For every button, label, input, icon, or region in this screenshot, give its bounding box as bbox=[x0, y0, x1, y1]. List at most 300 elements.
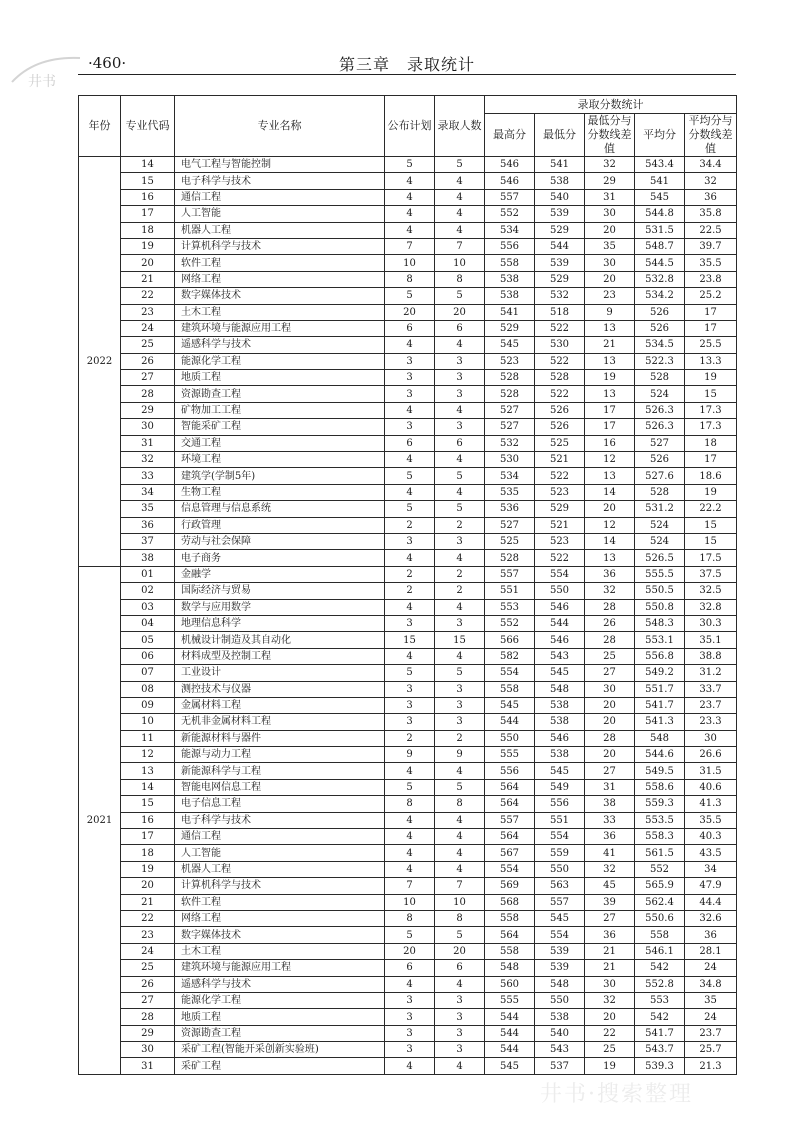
planned-cell: 8 bbox=[385, 910, 435, 926]
major-code-cell: 25 bbox=[121, 337, 175, 353]
major-name-cell: 劳动与社会保障 bbox=[175, 533, 385, 549]
table-row bbox=[79, 845, 737, 861]
max-score-cell: 555 bbox=[485, 747, 535, 763]
major-name-cell: 新能源材料与器件 bbox=[175, 730, 385, 746]
max-score-cell: 551 bbox=[485, 583, 535, 599]
min-diff-cell: 20 bbox=[585, 501, 635, 517]
table-row bbox=[79, 173, 737, 189]
planned-cell: 3 bbox=[385, 992, 435, 1008]
min-score-cell: 532 bbox=[535, 288, 585, 304]
table-row bbox=[79, 681, 737, 697]
min-score-cell: 563 bbox=[535, 878, 585, 894]
min-score-cell: 539 bbox=[535, 255, 585, 271]
page-number: ·460· bbox=[88, 54, 127, 72]
avg-diff-cell: 23.3 bbox=[685, 714, 737, 730]
major-code-cell: 02 bbox=[121, 583, 175, 599]
planned-cell: 4 bbox=[385, 812, 435, 828]
table-row bbox=[79, 1058, 737, 1074]
admitted-cell: 15 bbox=[435, 632, 485, 648]
avg-diff-cell: 30 bbox=[685, 730, 737, 746]
avg-score-cell: 531.2 bbox=[635, 501, 685, 517]
table-row bbox=[79, 419, 737, 435]
major-name-cell: 数学与应用数学 bbox=[175, 599, 385, 615]
min-score-cell: 528 bbox=[535, 370, 585, 386]
table-row bbox=[79, 353, 737, 369]
chapter-title: 第三章 录取统计 bbox=[338, 55, 475, 74]
avg-score-cell: 546.1 bbox=[635, 943, 685, 959]
min-diff-cell: 35 bbox=[585, 238, 635, 254]
major-name-cell: 建筑环境与能源应用工程 bbox=[175, 320, 385, 336]
table-row bbox=[79, 484, 737, 500]
planned-cell: 4 bbox=[385, 829, 435, 845]
major-name-cell: 数字媒体技术 bbox=[175, 927, 385, 943]
avg-diff-cell: 19 bbox=[685, 484, 737, 500]
major-name-cell: 无机非金属材料工程 bbox=[175, 714, 385, 730]
max-score-cell: 544 bbox=[485, 1009, 535, 1025]
admitted-cell: 2 bbox=[435, 730, 485, 746]
min-score-cell: 538 bbox=[535, 1009, 585, 1025]
min-diff-cell: 21 bbox=[585, 337, 635, 353]
major-code-cell: 03 bbox=[121, 599, 175, 615]
table-row bbox=[79, 829, 737, 845]
max-score-cell: 558 bbox=[485, 255, 535, 271]
min-score-cell: 529 bbox=[535, 501, 585, 517]
planned-cell: 4 bbox=[385, 189, 435, 205]
major-name-cell: 生物工程 bbox=[175, 484, 385, 500]
min-diff-cell: 30 bbox=[585, 255, 635, 271]
admitted-cell: 4 bbox=[435, 861, 485, 877]
avg-score-cell: 545 bbox=[635, 189, 685, 205]
planned-cell: 10 bbox=[385, 255, 435, 271]
planned-cell: 4 bbox=[385, 222, 435, 238]
admitted-cell: 3 bbox=[435, 370, 485, 386]
min-score-cell: 526 bbox=[535, 419, 585, 435]
planned-cell: 5 bbox=[385, 927, 435, 943]
max-score-cell: 528 bbox=[485, 550, 535, 566]
max-score-cell: 527 bbox=[485, 517, 535, 533]
major-name-cell: 地理信息科学 bbox=[175, 615, 385, 631]
major-code-cell: 15 bbox=[121, 173, 175, 189]
planned-cell: 4 bbox=[385, 337, 435, 353]
avg-score-cell: 552.8 bbox=[635, 976, 685, 992]
avg-diff-cell: 31.2 bbox=[685, 665, 737, 681]
min-score-cell: 530 bbox=[535, 337, 585, 353]
major-name-cell: 国际经济与贸易 bbox=[175, 583, 385, 599]
min-diff-cell: 39 bbox=[585, 894, 635, 910]
avg-diff-cell: 44.4 bbox=[685, 894, 737, 910]
major-code-cell: 13 bbox=[121, 763, 175, 779]
min-score-cell: 554 bbox=[535, 927, 585, 943]
min-diff-cell: 16 bbox=[585, 435, 635, 451]
min-score-cell: 544 bbox=[535, 238, 585, 254]
min-score-cell: 538 bbox=[535, 697, 585, 713]
min-diff-cell: 20 bbox=[585, 222, 635, 238]
max-score-cell: 527 bbox=[485, 419, 535, 435]
avg-diff-cell: 18.6 bbox=[685, 468, 737, 484]
max-score-cell: 544 bbox=[485, 1042, 535, 1058]
avg-score-cell: 558.6 bbox=[635, 779, 685, 795]
header-major-code: 专业代码 bbox=[121, 96, 175, 157]
header-score-group: 录取分数统计 bbox=[485, 96, 737, 114]
table-row bbox=[79, 435, 737, 451]
min-diff-cell: 14 bbox=[585, 533, 635, 549]
major-name-cell: 软件工程 bbox=[175, 894, 385, 910]
table-row bbox=[79, 992, 737, 1008]
major-name-cell: 电子信息工程 bbox=[175, 796, 385, 812]
avg-score-cell: 555.5 bbox=[635, 566, 685, 582]
min-diff-cell: 9 bbox=[585, 304, 635, 320]
admitted-cell: 10 bbox=[435, 894, 485, 910]
planned-cell: 4 bbox=[385, 976, 435, 992]
admitted-cell: 6 bbox=[435, 320, 485, 336]
avg-score-cell: 526 bbox=[635, 452, 685, 468]
major-code-cell: 27 bbox=[121, 370, 175, 386]
admitted-cell: 5 bbox=[435, 288, 485, 304]
avg-diff-cell: 35.5 bbox=[685, 255, 737, 271]
table-row bbox=[79, 533, 737, 549]
min-diff-cell: 21 bbox=[585, 943, 635, 959]
table-row bbox=[79, 386, 737, 402]
min-diff-cell: 28 bbox=[585, 730, 635, 746]
min-score-cell: 538 bbox=[535, 714, 585, 730]
min-diff-cell: 13 bbox=[585, 353, 635, 369]
major-name-cell: 矿物加工工程 bbox=[175, 402, 385, 418]
max-score-cell: 557 bbox=[485, 189, 535, 205]
min-diff-cell: 20 bbox=[585, 1009, 635, 1025]
major-name-cell: 计算机科学与技术 bbox=[175, 238, 385, 254]
major-name-cell: 资源勘查工程 bbox=[175, 1025, 385, 1041]
avg-diff-cell: 32.5 bbox=[685, 583, 737, 599]
max-score-cell: 541 bbox=[485, 304, 535, 320]
avg-score-cell: 526.3 bbox=[635, 419, 685, 435]
major-code-cell: 15 bbox=[121, 796, 175, 812]
major-code-cell: 07 bbox=[121, 665, 175, 681]
max-score-cell: 566 bbox=[485, 632, 535, 648]
major-code-cell: 16 bbox=[121, 189, 175, 205]
max-score-cell: 560 bbox=[485, 976, 535, 992]
admitted-cell: 4 bbox=[435, 845, 485, 861]
major-name-cell: 机器人工程 bbox=[175, 861, 385, 877]
planned-cell: 2 bbox=[385, 517, 435, 533]
admitted-cell: 8 bbox=[435, 271, 485, 287]
planned-cell: 4 bbox=[385, 206, 435, 222]
table-row bbox=[79, 878, 737, 894]
major-code-cell: 19 bbox=[121, 238, 175, 254]
min-score-cell: 518 bbox=[535, 304, 585, 320]
planned-cell: 7 bbox=[385, 878, 435, 894]
major-name-cell: 智能电网信息工程 bbox=[175, 779, 385, 795]
min-diff-cell: 23 bbox=[585, 288, 635, 304]
admitted-cell: 4 bbox=[435, 484, 485, 500]
min-diff-cell: 13 bbox=[585, 320, 635, 336]
major-code-cell: 33 bbox=[121, 468, 175, 484]
avg-diff-cell: 40.3 bbox=[685, 829, 737, 845]
avg-score-cell: 561.5 bbox=[635, 845, 685, 861]
avg-diff-cell: 23.7 bbox=[685, 697, 737, 713]
min-score-cell: 522 bbox=[535, 353, 585, 369]
major-name-cell: 电子商务 bbox=[175, 550, 385, 566]
avg-score-cell: 534.5 bbox=[635, 337, 685, 353]
admitted-cell: 6 bbox=[435, 435, 485, 451]
table-row bbox=[79, 960, 737, 976]
min-score-cell: 526 bbox=[535, 402, 585, 418]
avg-score-cell: 541.7 bbox=[635, 697, 685, 713]
table-row bbox=[79, 222, 737, 238]
avg-score-cell: 541 bbox=[635, 173, 685, 189]
admitted-cell: 4 bbox=[435, 829, 485, 845]
major-name-cell: 通信工程 bbox=[175, 189, 385, 205]
avg-score-cell: 543.7 bbox=[635, 1042, 685, 1058]
min-score-cell: 550 bbox=[535, 861, 585, 877]
min-score-cell: 537 bbox=[535, 1058, 585, 1074]
major-name-cell: 建筑学(学制5年) bbox=[175, 468, 385, 484]
min-diff-cell: 17 bbox=[585, 402, 635, 418]
avg-score-cell: 549.2 bbox=[635, 665, 685, 681]
min-diff-cell: 28 bbox=[585, 632, 635, 648]
major-code-cell: 12 bbox=[121, 747, 175, 763]
min-score-cell: 557 bbox=[535, 894, 585, 910]
admitted-cell: 3 bbox=[435, 615, 485, 631]
avg-score-cell: 528 bbox=[635, 484, 685, 500]
avg-diff-cell: 43.5 bbox=[685, 845, 737, 861]
avg-score-cell: 541.7 bbox=[635, 1025, 685, 1041]
avg-diff-cell: 36 bbox=[685, 927, 737, 943]
max-score-cell: 558 bbox=[485, 943, 535, 959]
min-diff-cell: 36 bbox=[585, 829, 635, 845]
avg-diff-cell: 15 bbox=[685, 386, 737, 402]
table-row bbox=[79, 812, 737, 828]
planned-cell: 3 bbox=[385, 697, 435, 713]
major-code-cell: 26 bbox=[121, 976, 175, 992]
max-score-cell: 555 bbox=[485, 992, 535, 1008]
min-score-cell: 529 bbox=[535, 222, 585, 238]
major-code-cell: 01 bbox=[121, 566, 175, 582]
table-row bbox=[79, 665, 737, 681]
admitted-cell: 4 bbox=[435, 550, 485, 566]
max-score-cell: 530 bbox=[485, 452, 535, 468]
admitted-cell: 4 bbox=[435, 173, 485, 189]
major-code-cell: 38 bbox=[121, 550, 175, 566]
admitted-cell: 20 bbox=[435, 943, 485, 959]
planned-cell: 3 bbox=[385, 386, 435, 402]
max-score-cell: 557 bbox=[485, 812, 535, 828]
major-code-cell: 04 bbox=[121, 615, 175, 631]
admitted-cell: 3 bbox=[435, 697, 485, 713]
max-score-cell: 557 bbox=[485, 566, 535, 582]
planned-cell: 5 bbox=[385, 288, 435, 304]
min-score-cell: 538 bbox=[535, 747, 585, 763]
min-score-cell: 543 bbox=[535, 648, 585, 664]
avg-diff-cell: 22.2 bbox=[685, 501, 737, 517]
admitted-cell: 4 bbox=[435, 648, 485, 664]
planned-cell: 3 bbox=[385, 681, 435, 697]
avg-score-cell: 526.5 bbox=[635, 550, 685, 566]
admitted-cell: 4 bbox=[435, 337, 485, 353]
major-name-cell: 网络工程 bbox=[175, 271, 385, 287]
min-score-cell: 539 bbox=[535, 960, 585, 976]
table-row bbox=[79, 894, 737, 910]
min-diff-cell: 41 bbox=[585, 845, 635, 861]
major-code-cell: 19 bbox=[121, 861, 175, 877]
header-min-score: 最低分 bbox=[535, 114, 585, 157]
planned-cell: 3 bbox=[385, 370, 435, 386]
table-row bbox=[79, 730, 737, 746]
admitted-cell: 4 bbox=[435, 599, 485, 615]
min-diff-cell: 12 bbox=[585, 452, 635, 468]
avg-score-cell: 526.3 bbox=[635, 402, 685, 418]
min-score-cell: 525 bbox=[535, 435, 585, 451]
planned-cell: 4 bbox=[385, 1058, 435, 1074]
major-code-cell: 28 bbox=[121, 1009, 175, 1025]
max-score-cell: 534 bbox=[485, 222, 535, 238]
avg-diff-cell: 17 bbox=[685, 304, 737, 320]
major-name-cell: 遥感科学与技术 bbox=[175, 976, 385, 992]
table-row bbox=[79, 337, 737, 353]
min-diff-cell: 27 bbox=[585, 763, 635, 779]
avg-score-cell: 565.9 bbox=[635, 878, 685, 894]
min-score-cell: 545 bbox=[535, 910, 585, 926]
avg-score-cell: 524 bbox=[635, 517, 685, 533]
table-row bbox=[79, 468, 737, 484]
max-score-cell: 554 bbox=[485, 861, 535, 877]
planned-cell: 3 bbox=[385, 1025, 435, 1041]
table-row bbox=[79, 304, 737, 320]
avg-score-cell: 543.4 bbox=[635, 157, 685, 173]
table-row bbox=[79, 1025, 737, 1041]
min-score-cell: 554 bbox=[535, 566, 585, 582]
major-code-cell: 30 bbox=[121, 419, 175, 435]
avg-score-cell: 526 bbox=[635, 304, 685, 320]
min-score-cell: 545 bbox=[535, 763, 585, 779]
admitted-cell: 4 bbox=[435, 763, 485, 779]
avg-score-cell: 522.3 bbox=[635, 353, 685, 369]
major-code-cell: 11 bbox=[121, 730, 175, 746]
min-diff-cell: 30 bbox=[585, 681, 635, 697]
major-code-cell: 09 bbox=[121, 697, 175, 713]
avg-score-cell: 527 bbox=[635, 435, 685, 451]
admitted-cell: 2 bbox=[435, 566, 485, 582]
min-score-cell: 539 bbox=[535, 206, 585, 222]
table-row bbox=[79, 501, 737, 517]
avg-score-cell: 527.6 bbox=[635, 468, 685, 484]
min-diff-cell: 36 bbox=[585, 566, 635, 582]
min-score-cell: 522 bbox=[535, 386, 585, 402]
max-score-cell: 544 bbox=[485, 714, 535, 730]
planned-cell: 5 bbox=[385, 665, 435, 681]
admitted-cell: 9 bbox=[435, 747, 485, 763]
avg-diff-cell: 17.3 bbox=[685, 419, 737, 435]
planned-cell: 4 bbox=[385, 648, 435, 664]
max-score-cell: 568 bbox=[485, 894, 535, 910]
min-score-cell: 559 bbox=[535, 845, 585, 861]
table-row bbox=[79, 517, 737, 533]
major-name-cell: 新能源科学与工程 bbox=[175, 763, 385, 779]
major-name-cell: 金融学 bbox=[175, 566, 385, 582]
min-score-cell: 529 bbox=[535, 271, 585, 287]
avg-diff-cell: 32.8 bbox=[685, 599, 737, 615]
avg-diff-cell: 22.5 bbox=[685, 222, 737, 238]
planned-cell: 4 bbox=[385, 845, 435, 861]
max-score-cell: 528 bbox=[485, 386, 535, 402]
min-diff-cell: 38 bbox=[585, 796, 635, 812]
min-score-cell: 522 bbox=[535, 468, 585, 484]
min-diff-cell: 31 bbox=[585, 779, 635, 795]
header-min-diff: 最低分与分数线差值 bbox=[585, 114, 635, 157]
planned-cell: 3 bbox=[385, 714, 435, 730]
min-diff-cell: 31 bbox=[585, 189, 635, 205]
planned-cell: 3 bbox=[385, 1009, 435, 1025]
planned-cell: 8 bbox=[385, 271, 435, 287]
planned-cell: 3 bbox=[385, 1042, 435, 1058]
max-score-cell: 569 bbox=[485, 878, 535, 894]
max-score-cell: 523 bbox=[485, 353, 535, 369]
major-code-cell: 24 bbox=[121, 320, 175, 336]
avg-score-cell: 552 bbox=[635, 861, 685, 877]
planned-cell: 4 bbox=[385, 599, 435, 615]
planned-cell: 6 bbox=[385, 320, 435, 336]
table-row bbox=[79, 1042, 737, 1058]
avg-diff-cell: 35 bbox=[685, 992, 737, 1008]
admitted-cell: 4 bbox=[435, 206, 485, 222]
major-code-cell: 29 bbox=[121, 1025, 175, 1041]
major-name-cell: 人工智能 bbox=[175, 206, 385, 222]
table-row bbox=[79, 452, 737, 468]
avg-diff-cell: 18 bbox=[685, 435, 737, 451]
major-name-cell: 能源与动力工程 bbox=[175, 747, 385, 763]
min-diff-cell: 36 bbox=[585, 927, 635, 943]
min-diff-cell: 13 bbox=[585, 386, 635, 402]
avg-score-cell: 558.3 bbox=[635, 829, 685, 845]
avg-score-cell: 544.8 bbox=[635, 206, 685, 222]
admitted-cell: 3 bbox=[435, 419, 485, 435]
page-header bbox=[78, 48, 736, 76]
table-row bbox=[79, 1009, 737, 1025]
table-row bbox=[79, 402, 737, 418]
avg-score-cell: 553.1 bbox=[635, 632, 685, 648]
table-row bbox=[79, 615, 737, 631]
major-name-cell: 交通工程 bbox=[175, 435, 385, 451]
max-score-cell: 545 bbox=[485, 337, 535, 353]
table-row bbox=[79, 550, 737, 566]
major-name-cell: 地质工程 bbox=[175, 1009, 385, 1025]
table-row bbox=[79, 632, 737, 648]
planned-cell: 8 bbox=[385, 796, 435, 812]
table-row bbox=[79, 320, 737, 336]
planned-cell: 5 bbox=[385, 468, 435, 484]
min-score-cell: 539 bbox=[535, 943, 585, 959]
avg-score-cell: 550.6 bbox=[635, 910, 685, 926]
max-score-cell: 529 bbox=[485, 320, 535, 336]
avg-diff-cell: 17 bbox=[685, 320, 737, 336]
major-code-cell: 31 bbox=[121, 435, 175, 451]
min-diff-cell: 32 bbox=[585, 861, 635, 877]
max-score-cell: 528 bbox=[485, 370, 535, 386]
table-row bbox=[79, 255, 737, 271]
major-name-cell: 能源化学工程 bbox=[175, 992, 385, 1008]
admitted-cell: 2 bbox=[435, 583, 485, 599]
major-name-cell: 土木工程 bbox=[175, 304, 385, 320]
major-code-cell: 22 bbox=[121, 288, 175, 304]
table-row bbox=[79, 861, 737, 877]
table-row bbox=[79, 976, 737, 992]
avg-score-cell: 542 bbox=[635, 960, 685, 976]
avg-diff-cell: 23.8 bbox=[685, 271, 737, 287]
planned-cell: 15 bbox=[385, 632, 435, 648]
avg-diff-cell: 47.9 bbox=[685, 878, 737, 894]
major-code-cell: 17 bbox=[121, 206, 175, 222]
avg-score-cell: 559.3 bbox=[635, 796, 685, 812]
major-name-cell: 测控技术与仪器 bbox=[175, 681, 385, 697]
